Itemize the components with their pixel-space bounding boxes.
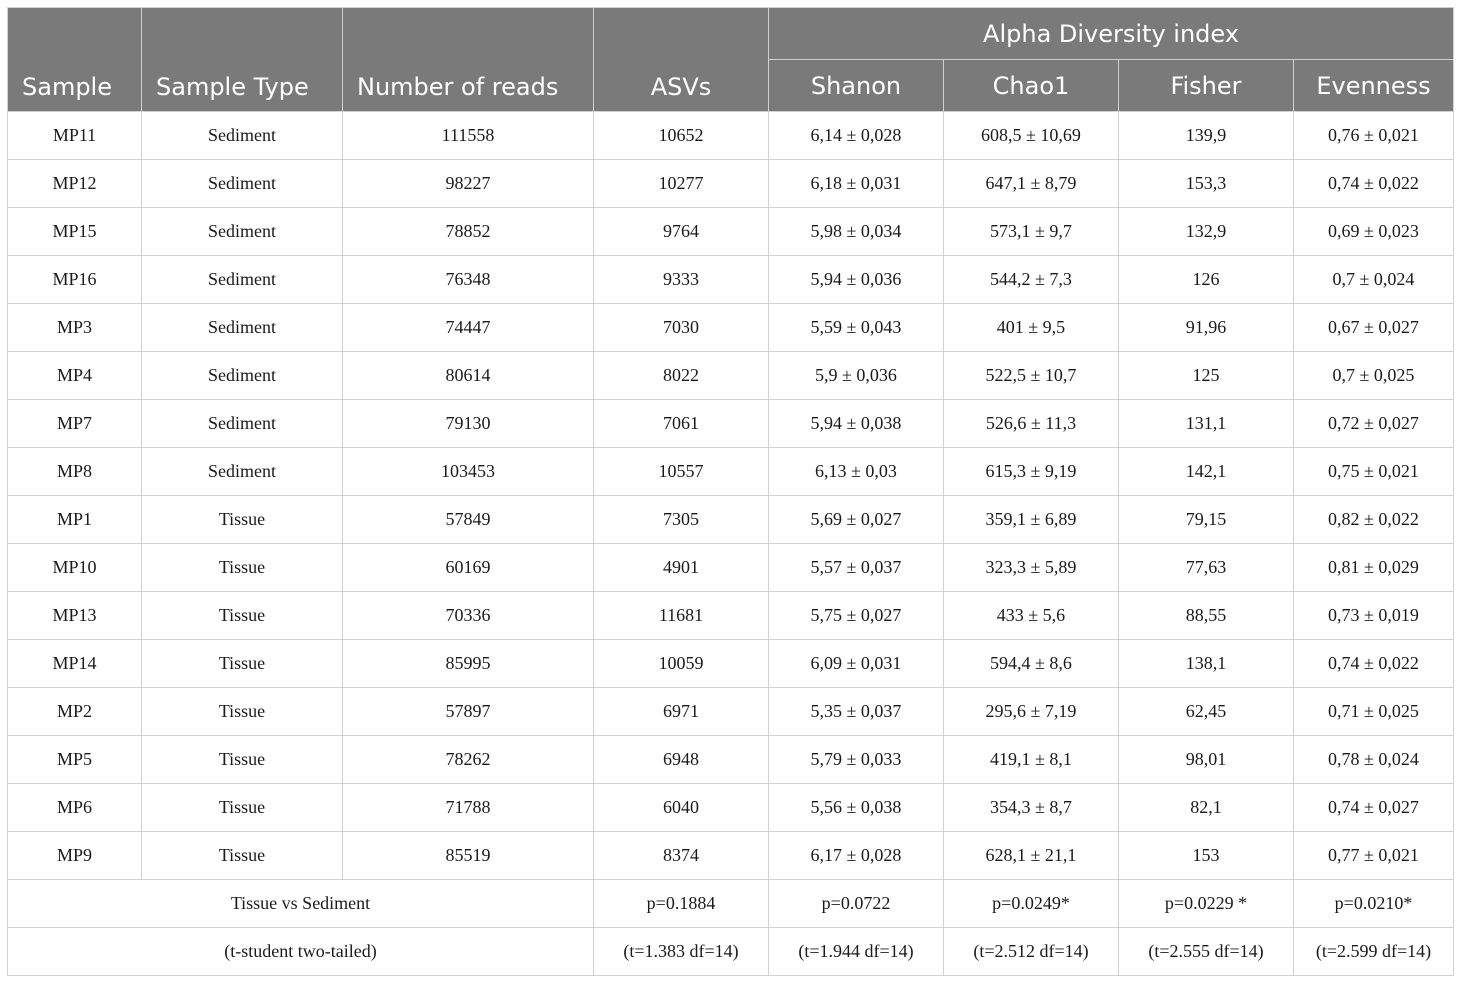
table-row (8, 160, 1454, 208)
cell-asvs: 10557 (594, 448, 769, 496)
cell-chao1: 354,3 ± 8,7 (944, 784, 1119, 832)
cell-chao1: 628,1 ± 21,1 (944, 832, 1119, 880)
cell-asvs: 9764 (594, 208, 769, 256)
cell-evenness: 0,7 ± 0,024 (1294, 256, 1454, 304)
cell-fisher: 142,1 (1119, 448, 1294, 496)
cell-reads: 71788 (343, 784, 594, 832)
comparison-row (8, 880, 1454, 928)
cell-chao1: 433 ± 5,6 (944, 592, 1119, 640)
test-evenness: (t=2.599 df=14) (1294, 928, 1454, 976)
cell-sample: MP3 (8, 304, 142, 352)
cell-asvs: 7061 (594, 400, 769, 448)
cell-shanon: 6,14 ± 0,028 (769, 112, 944, 160)
test-row (8, 928, 1454, 976)
cell-evenness: 0,74 ± 0,022 (1294, 160, 1454, 208)
cell-evenness: 0,76 ± 0,021 (1294, 112, 1454, 160)
cell-asvs: 10277 (594, 160, 769, 208)
cell-reads: 57849 (343, 496, 594, 544)
col-header-asvs: ASVs (594, 8, 769, 112)
cell-evenness: 0,81 ± 0,029 (1294, 544, 1454, 592)
cell-asvs: 8374 (594, 832, 769, 880)
cell-sample-type: Tissue (142, 736, 343, 784)
cell-reads: 98227 (343, 160, 594, 208)
cell-asvs: 6040 (594, 784, 769, 832)
col-header-reads: Number of reads (343, 8, 594, 112)
cell-evenness: 0,75 ± 0,021 (1294, 448, 1454, 496)
col-header-fisher: Fisher (1119, 60, 1294, 112)
cell-sample: MP14 (8, 640, 142, 688)
cell-sample-type: Sediment (142, 112, 343, 160)
test-chao1: (t=2.512 df=14) (944, 928, 1119, 976)
table-header (8, 8, 1454, 112)
table-row (8, 400, 1454, 448)
table-row (8, 784, 1454, 832)
test-shanon: (t=1.944 df=14) (769, 928, 944, 976)
cell-asvs: 7305 (594, 496, 769, 544)
cell-asvs: 10059 (594, 640, 769, 688)
cell-sample: MP8 (8, 448, 142, 496)
cell-sample-type: Sediment (142, 160, 343, 208)
cell-reads: 78852 (343, 208, 594, 256)
cell-asvs: 6948 (594, 736, 769, 784)
cell-shanon: 5,57 ± 0,037 (769, 544, 944, 592)
cell-chao1: 401 ± 9,5 (944, 304, 1119, 352)
cell-sample: MP16 (8, 256, 142, 304)
cell-asvs: 8022 (594, 352, 769, 400)
cell-asvs: 11681 (594, 592, 769, 640)
col-header-shanon: Shanon (769, 60, 944, 112)
cell-shanon: 5,69 ± 0,027 (769, 496, 944, 544)
cell-evenness: 0,69 ± 0,023 (1294, 208, 1454, 256)
alpha-diversity-table (7, 7, 1454, 976)
cell-shanon: 6,17 ± 0,028 (769, 832, 944, 880)
cell-reads: 57897 (343, 688, 594, 736)
cell-sample: MP5 (8, 736, 142, 784)
table-row (8, 496, 1454, 544)
col-header-sample: Sample (8, 8, 142, 112)
cell-sample: MP1 (8, 496, 142, 544)
cell-reads: 103453 (343, 448, 594, 496)
cell-chao1: 526,6 ± 11,3 (944, 400, 1119, 448)
cell-fisher: 132,9 (1119, 208, 1294, 256)
col-header-evenness: Evenness (1294, 60, 1454, 112)
cell-shanon: 5,94 ± 0,038 (769, 400, 944, 448)
cell-reads: 76348 (343, 256, 594, 304)
cell-shanon: 5,56 ± 0,038 (769, 784, 944, 832)
cell-asvs: 7030 (594, 304, 769, 352)
cell-sample: MP13 (8, 592, 142, 640)
cell-sample-type: Sediment (142, 400, 343, 448)
cell-chao1: 544,2 ± 7,3 (944, 256, 1119, 304)
cell-chao1: 594,4 ± 8,6 (944, 640, 1119, 688)
cell-chao1: 419,1 ± 8,1 (944, 736, 1119, 784)
cell-sample-type: Sediment (142, 256, 343, 304)
cell-sample-type: Sediment (142, 304, 343, 352)
cell-reads: 74447 (343, 304, 594, 352)
cell-asvs: 4901 (594, 544, 769, 592)
cell-sample-type: Sediment (142, 352, 343, 400)
cell-reads: 85995 (343, 640, 594, 688)
table-row (8, 640, 1454, 688)
cell-sample: MP11 (8, 112, 142, 160)
cell-sample-type: Tissue (142, 784, 343, 832)
cell-fisher: 79,15 (1119, 496, 1294, 544)
cell-sample: MP4 (8, 352, 142, 400)
table-row (8, 208, 1454, 256)
cell-fisher: 138,1 (1119, 640, 1294, 688)
table-row (8, 352, 1454, 400)
comparison-fisher: p=0.0229 * (1119, 880, 1294, 928)
cell-fisher: 153,3 (1119, 160, 1294, 208)
table-row (8, 592, 1454, 640)
cell-reads: 60169 (343, 544, 594, 592)
cell-sample-type: Tissue (142, 544, 343, 592)
cell-sample: MP9 (8, 832, 142, 880)
table-row (8, 832, 1454, 880)
cell-evenness: 0,7 ± 0,025 (1294, 352, 1454, 400)
cell-fisher: 77,63 (1119, 544, 1294, 592)
cell-sample-type: Tissue (142, 496, 343, 544)
cell-reads: 111558 (343, 112, 594, 160)
cell-sample-type: Tissue (142, 592, 343, 640)
cell-evenness: 0,67 ± 0,027 (1294, 304, 1454, 352)
cell-sample: MP6 (8, 784, 142, 832)
table-row (8, 688, 1454, 736)
cell-evenness: 0,78 ± 0,024 (1294, 736, 1454, 784)
table-row (8, 544, 1454, 592)
cell-sample-type: Sediment (142, 448, 343, 496)
comparison-chao1: p=0.0249* (944, 880, 1119, 928)
cell-evenness: 0,71 ± 0,025 (1294, 688, 1454, 736)
cell-evenness: 0,74 ± 0,022 (1294, 640, 1454, 688)
cell-fisher: 91,96 (1119, 304, 1294, 352)
cell-sample: MP7 (8, 400, 142, 448)
col-group-alpha-diversity: Alpha Diversity index (769, 8, 1454, 60)
cell-chao1: 615,3 ± 9,19 (944, 448, 1119, 496)
cell-fisher: 131,1 (1119, 400, 1294, 448)
comparison-asvs: p=0.1884 (594, 880, 769, 928)
comparison-label: Tissue vs Sediment (8, 880, 594, 928)
cell-fisher: 82,1 (1119, 784, 1294, 832)
test-asvs: (t=1.383 df=14) (594, 928, 769, 976)
cell-chao1: 647,1 ± 8,79 (944, 160, 1119, 208)
cell-sample: MP2 (8, 688, 142, 736)
cell-evenness: 0,77 ± 0,021 (1294, 832, 1454, 880)
table-row (8, 736, 1454, 784)
cell-reads: 80614 (343, 352, 594, 400)
table-row (8, 112, 1454, 160)
cell-fisher: 139,9 (1119, 112, 1294, 160)
cell-reads: 70336 (343, 592, 594, 640)
test-fisher: (t=2.555 df=14) (1119, 928, 1294, 976)
cell-shanon: 5,79 ± 0,033 (769, 736, 944, 784)
cell-fisher: 88,55 (1119, 592, 1294, 640)
cell-evenness: 0,74 ± 0,027 (1294, 784, 1454, 832)
col-header-chao1: Chao1 (944, 60, 1119, 112)
cell-fisher: 62,45 (1119, 688, 1294, 736)
test-label: (t-student two-tailed) (8, 928, 594, 976)
cell-shanon: 5,9 ± 0,036 (769, 352, 944, 400)
cell-reads: 79130 (343, 400, 594, 448)
table-footer (8, 880, 1454, 976)
cell-sample: MP12 (8, 160, 142, 208)
cell-shanon: 5,75 ± 0,027 (769, 592, 944, 640)
cell-chao1: 295,6 ± 7,19 (944, 688, 1119, 736)
cell-reads: 78262 (343, 736, 594, 784)
table-row (8, 304, 1454, 352)
cell-sample-type: Tissue (142, 640, 343, 688)
cell-sample: MP15 (8, 208, 142, 256)
cell-sample-type: Sediment (142, 208, 343, 256)
cell-chao1: 522,5 ± 10,7 (944, 352, 1119, 400)
cell-asvs: 6971 (594, 688, 769, 736)
cell-evenness: 0,82 ± 0,022 (1294, 496, 1454, 544)
table-row (8, 256, 1454, 304)
comparison-evenness: p=0.0210* (1294, 880, 1454, 928)
cell-shanon: 6,09 ± 0,031 (769, 640, 944, 688)
cell-fisher: 126 (1119, 256, 1294, 304)
cell-shanon: 5,35 ± 0,037 (769, 688, 944, 736)
table-body (8, 112, 1454, 880)
cell-shanon: 5,59 ± 0,043 (769, 304, 944, 352)
cell-chao1: 359,1 ± 6,89 (944, 496, 1119, 544)
cell-fisher: 125 (1119, 352, 1294, 400)
cell-shanon: 6,18 ± 0,031 (769, 160, 944, 208)
cell-asvs: 10652 (594, 112, 769, 160)
cell-chao1: 323,3 ± 5,89 (944, 544, 1119, 592)
cell-fisher: 153 (1119, 832, 1294, 880)
cell-chao1: 608,5 ± 10,69 (944, 112, 1119, 160)
cell-evenness: 0,72 ± 0,027 (1294, 400, 1454, 448)
cell-sample: MP10 (8, 544, 142, 592)
cell-asvs: 9333 (594, 256, 769, 304)
cell-evenness: 0,73 ± 0,019 (1294, 592, 1454, 640)
cell-shanon: 6,13 ± 0,03 (769, 448, 944, 496)
cell-fisher: 98,01 (1119, 736, 1294, 784)
col-header-sample-type: Sample Type (142, 8, 343, 112)
cell-chao1: 573,1 ± 9,7 (944, 208, 1119, 256)
cell-sample-type: Tissue (142, 832, 343, 880)
comparison-shanon: p=0.0722 (769, 880, 944, 928)
cell-shanon: 5,94 ± 0,036 (769, 256, 944, 304)
cell-shanon: 5,98 ± 0,034 (769, 208, 944, 256)
cell-reads: 85519 (343, 832, 594, 880)
table-row (8, 448, 1454, 496)
cell-sample-type: Tissue (142, 688, 343, 736)
